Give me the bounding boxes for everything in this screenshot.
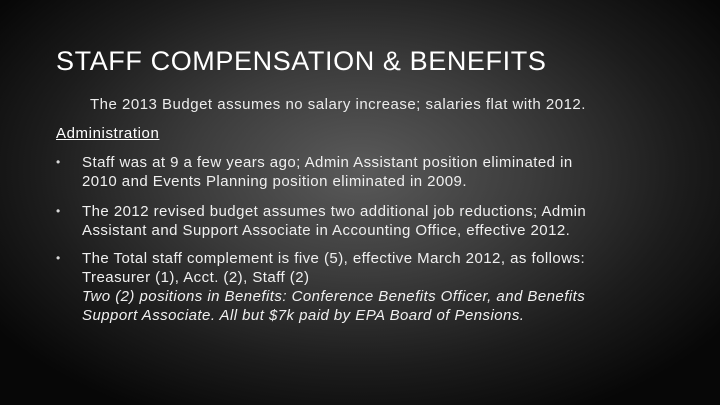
- bullet-line: Staff was at 9 a few years ago; Admin Assistant position eliminated in: [82, 154, 573, 171]
- bullet-text: [82, 153, 662, 191]
- bullet-line: Treasurer (1), Acct. (2), Staff (2): [82, 269, 310, 286]
- bullet-line: Assistant and Support Associate in Accounting Office, effective 2012.: [82, 222, 571, 239]
- bullet-line: The Total staff complement is five (5), effective March 2012, as follows:: [82, 250, 586, 267]
- bullet-line: 2010 and Events Planning position eliminated in 2009.: [82, 173, 467, 190]
- bullet-marker: •: [56, 251, 61, 265]
- section-heading: Administration: [56, 125, 160, 142]
- bullet-marker: •: [56, 204, 61, 218]
- bullet-line-italic: Two (2) positions in Benefits: Conference Benefits Officer, and Benefits: [82, 288, 586, 305]
- slide-subtitle: The 2013 Budget assumes no salary increase; salaries flat with 2012.: [90, 96, 586, 113]
- bullet-line: The 2012 revised budget assumes two additional job reductions; Admin: [82, 203, 587, 220]
- bullet-line-italic: Support Associate. All but $7k paid by EPA Board of Pensions.: [82, 307, 525, 324]
- bullet-text: [82, 249, 662, 325]
- slide-title: STAFF COMPENSATION & BENEFITS: [56, 46, 547, 76]
- bullet-marker: •: [56, 155, 61, 169]
- bullet-text: [82, 202, 662, 240]
